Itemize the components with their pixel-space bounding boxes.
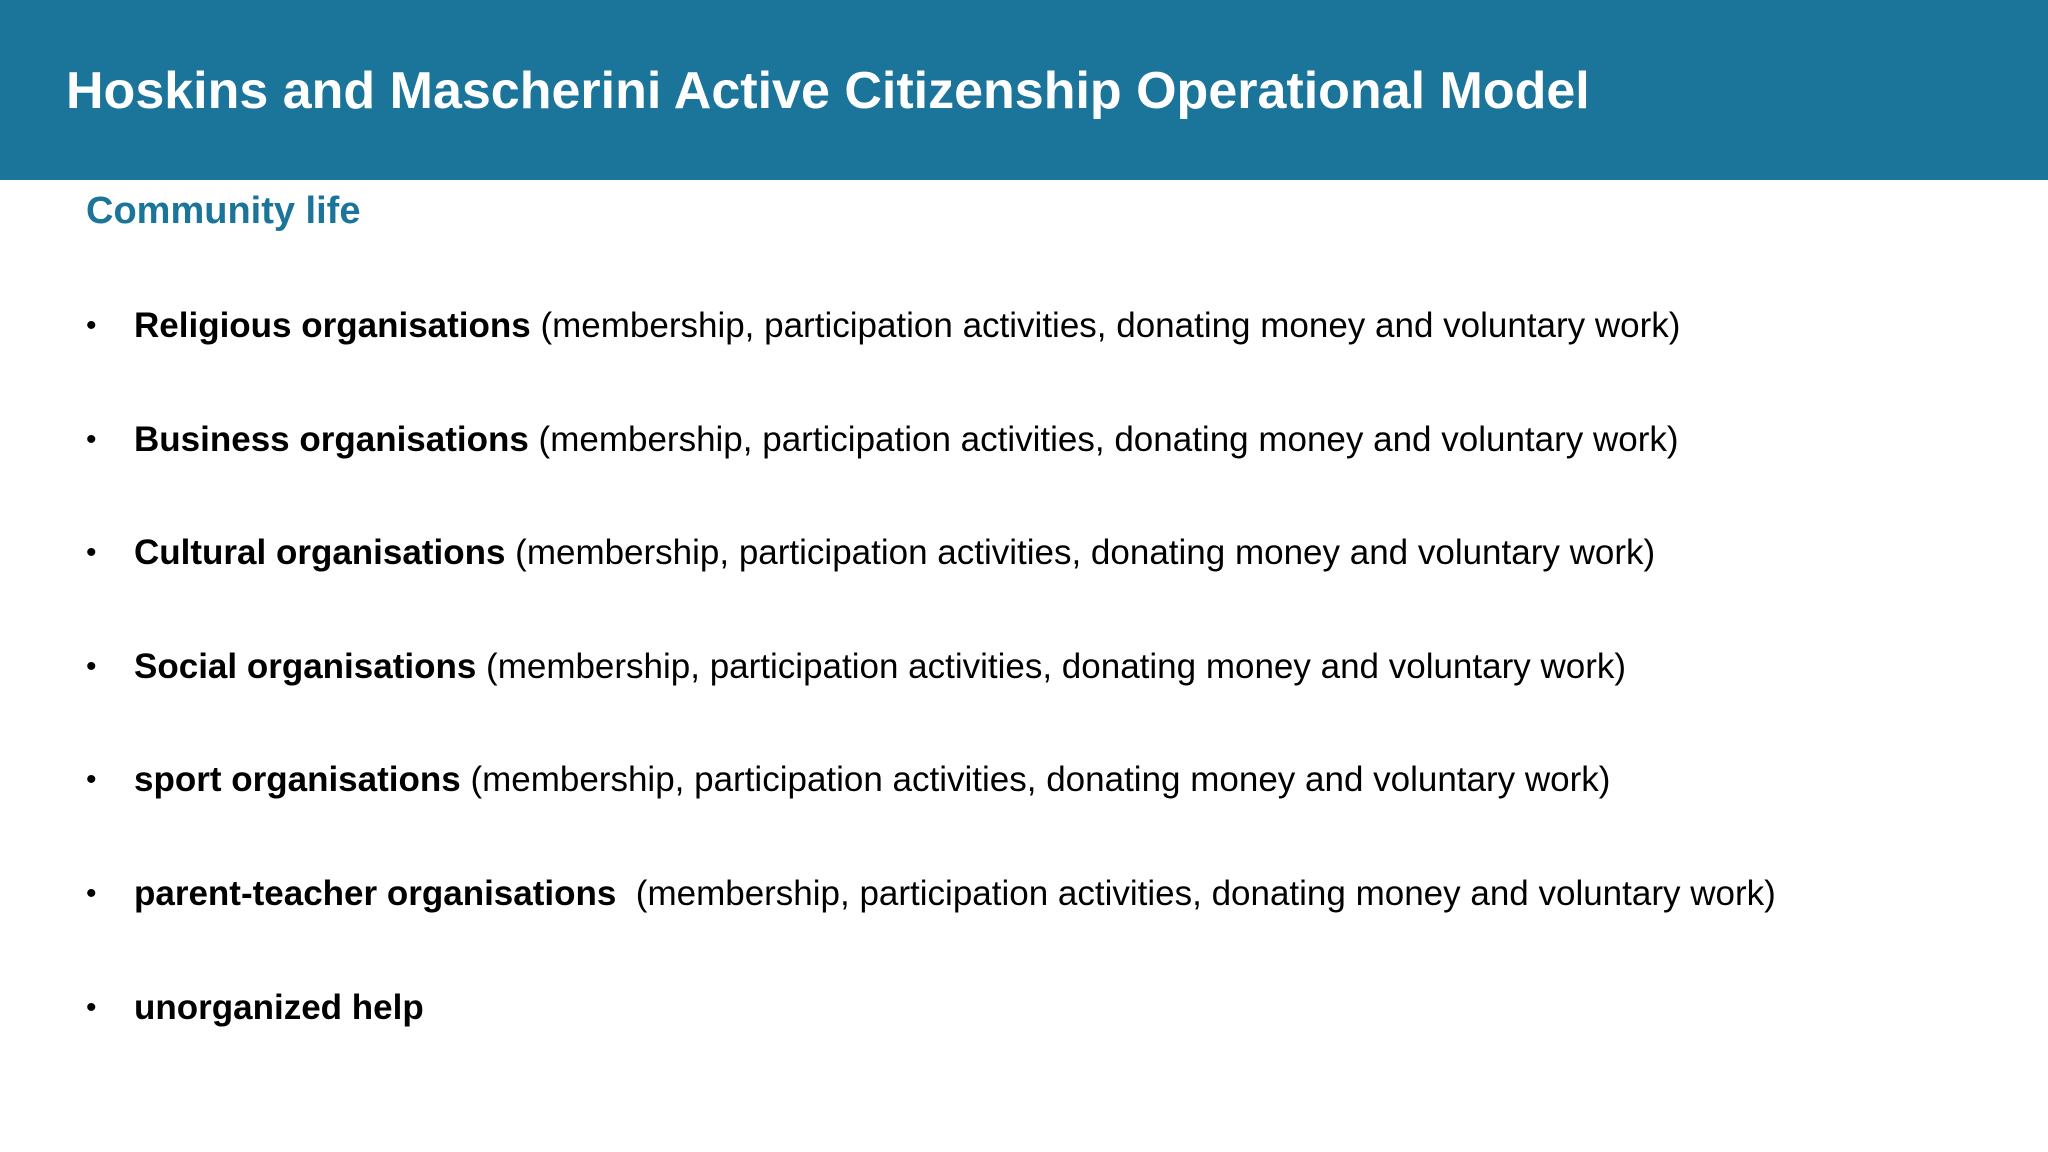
bullet-icon: • bbox=[86, 763, 97, 797]
bullet-icon: • bbox=[86, 422, 97, 456]
list-item bbox=[86, 412, 1776, 526]
bullet-icon: • bbox=[86, 536, 97, 570]
item-detail: (membership, participation activities, donating money and voluntary work) bbox=[460, 760, 1611, 800]
list-item bbox=[86, 639, 1776, 753]
item-term: Social organisations bbox=[134, 646, 477, 686]
item-detail: (membership, participation activities, donating money and voluntary work) bbox=[530, 306, 1681, 345]
list-item bbox=[86, 980, 1776, 1094]
item-term: Religious organisations bbox=[134, 306, 531, 345]
bullet-icon: • bbox=[86, 649, 97, 683]
section-subtitle: Community life bbox=[86, 190, 361, 232]
bullet-icon: • bbox=[86, 876, 97, 910]
item-detail: (membership, participation activities, donating money and voluntary work) bbox=[476, 646, 1627, 686]
item-term: parent-teacher organisations bbox=[134, 873, 617, 913]
item-term: Cultural organisations bbox=[134, 533, 506, 573]
bullet-icon: • bbox=[86, 309, 97, 342]
item-term: unorganized help bbox=[134, 987, 424, 1027]
title-banner bbox=[0, 0, 2048, 180]
bullet-icon: • bbox=[86, 990, 97, 1024]
list-item bbox=[86, 298, 1776, 412]
list-item bbox=[86, 752, 1776, 866]
item-detail: (membership, participation activities, donating money and voluntary work) bbox=[616, 873, 1776, 913]
item-term: Business organisations bbox=[134, 419, 529, 459]
list-item bbox=[86, 525, 1776, 639]
item-detail: (membership, participation activities, donating money and voluntary work) bbox=[528, 419, 1679, 459]
item-detail: (membership, participation activities, donating money and voluntary work) bbox=[505, 533, 1656, 573]
list-item bbox=[86, 866, 1776, 980]
bullet-list bbox=[86, 298, 1776, 1093]
item-term: sport organisations bbox=[134, 760, 461, 800]
slide-title: Hoskins and Mascherini Active Citizenship Operational Model bbox=[66, 62, 1590, 120]
